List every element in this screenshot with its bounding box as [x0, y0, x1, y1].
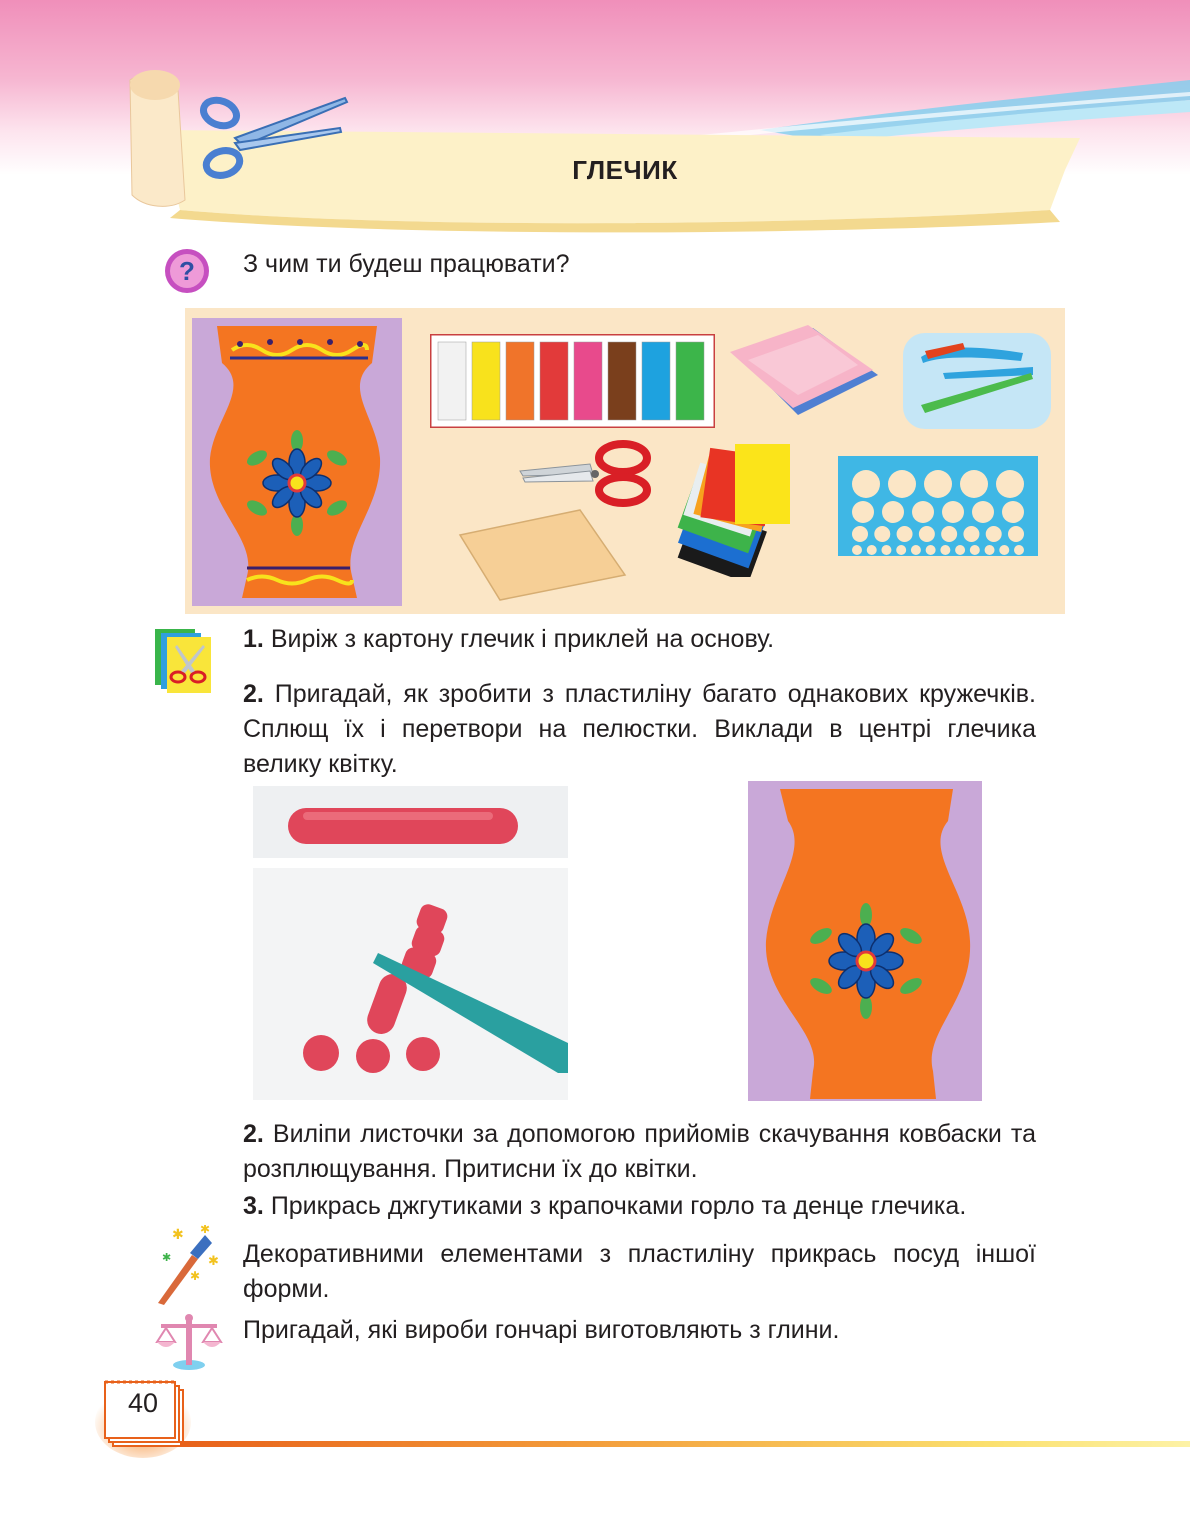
step-1 — [243, 622, 1043, 657]
scissors-icon — [195, 88, 355, 183]
step-3-text: Виліпи листочки за допомогою прийомів скачування ковбаски та розплющування. Притисни їх до квітки. — [243, 1120, 1036, 1183]
page-title: ГЛЕЧИК — [572, 155, 678, 185]
question-mark-icon — [160, 246, 216, 296]
circle-stencil-image — [838, 456, 1038, 556]
step-2 — [243, 677, 1036, 782]
plasticine-roll-photo — [253, 786, 568, 858]
question-text: З чим ти будеш працювати? — [243, 250, 570, 278]
step-2-text: Пригадай, як зробити з пластиліну багато однакових кружечків. Сплющ їх і перетвори на пелюстки. Виклади в центрі глечика велику квітку. — [243, 680, 1036, 778]
cut-glue-task-icon — [153, 625, 213, 695]
vase-sample-image — [192, 318, 402, 606]
reflect-task-text: Пригадай, які вироби гончарі виготовляють з глини. — [243, 1316, 840, 1344]
step-4-number: 3. — [243, 1192, 264, 1220]
step-1-number: 1. — [243, 625, 264, 653]
svg-text:?: ? — [179, 256, 195, 286]
step-4-text: Прикрась джгутиками з крапочками горло та денце глечика. — [270, 1192, 967, 1220]
modeling-stacks-image — [903, 333, 1051, 429]
step-3-number: 2. — [243, 1120, 264, 1148]
extra-task-text: Декоративними елементами з пластиліну прикрась посуд іншої форми. — [243, 1240, 1036, 1303]
svg-text:✱: ✱ — [200, 1225, 211, 1236]
svg-text:✱: ✱ — [162, 1251, 172, 1264]
colored-paper-image — [665, 442, 795, 577]
scales-icon — [153, 1310, 225, 1372]
svg-text:✱: ✱ — [190, 1269, 201, 1283]
cardboard-image — [455, 505, 630, 605]
step-1-text: Виріж з картону глечик і приклей на основу. — [270, 625, 775, 653]
plasticine-cut-photo — [253, 868, 568, 1100]
plasticine-box-image — [430, 334, 715, 428]
scissors-image — [515, 436, 660, 508]
vase-result-photo — [748, 781, 982, 1101]
step-3 — [243, 1117, 1036, 1187]
creative-brush-icon — [150, 1225, 225, 1307]
svg-text:✱: ✱ — [208, 1254, 219, 1269]
pink-napkins-image — [718, 320, 883, 425]
footer-line — [180, 1441, 1190, 1447]
step-2-number: 2. — [243, 680, 264, 708]
page-number: 40 — [128, 1388, 159, 1418]
step-4 — [243, 1189, 1053, 1224]
svg-text:✱: ✱ — [172, 1227, 184, 1243]
